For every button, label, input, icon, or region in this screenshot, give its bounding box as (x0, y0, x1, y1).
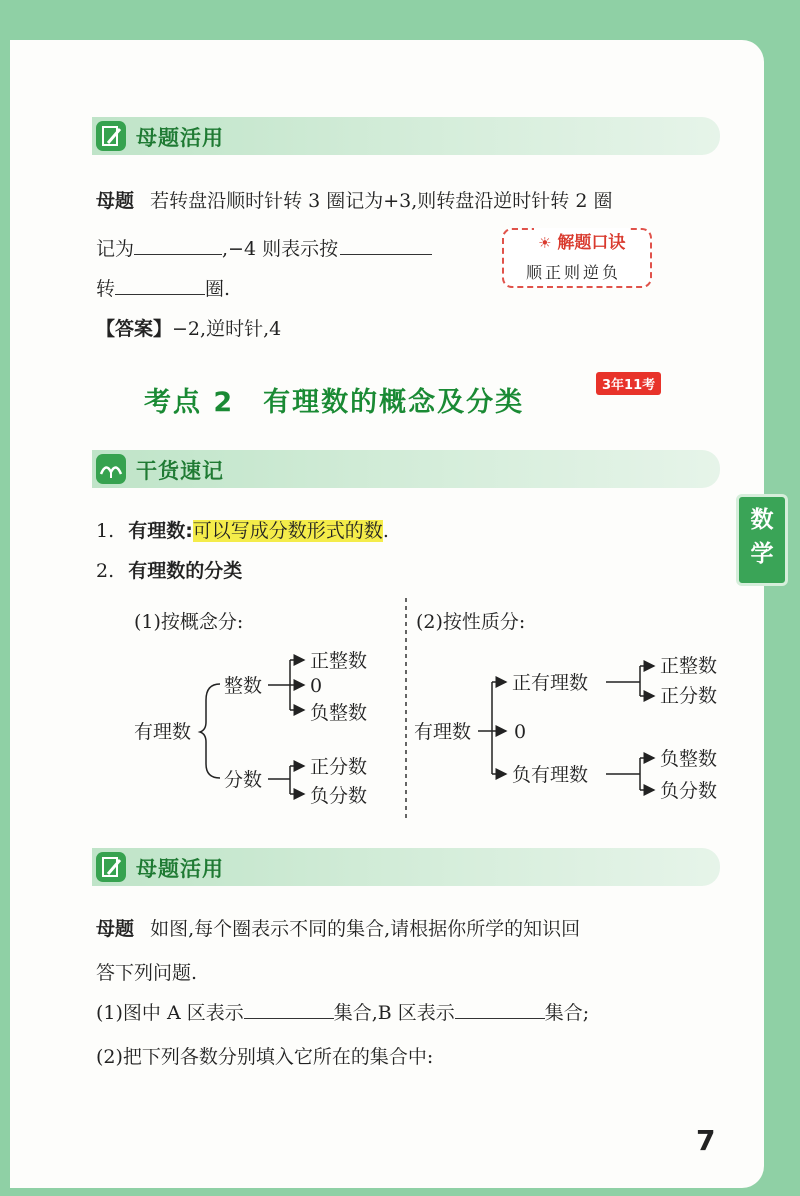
page-number: 7 (696, 1124, 716, 1157)
tip-text: 顺正则逆负 (526, 263, 622, 282)
diagram2-root: 有理数 (414, 721, 472, 743)
diagram1-title: (1)按概念分: (134, 611, 244, 633)
diagram1-neg-int: 负整数 (310, 702, 368, 724)
answer-blank[interactable] (244, 1002, 334, 1019)
exam-badge: 3年11考 (596, 372, 661, 395)
diagram1-neg-frac: 负分数 (310, 785, 368, 807)
diagram1-frac: 分数 (224, 769, 263, 791)
diagram1-zero: 0 (310, 675, 323, 697)
tip-title: ☀ 解题口诀 (534, 228, 629, 253)
diagram1-root: 有理数 (134, 721, 192, 743)
problem2-line-2: 答下列问题. (96, 962, 198, 984)
answer-label: 【答案】 (96, 318, 173, 340)
diagram2-zero: 0 (514, 721, 527, 743)
diagram1-int: 整数 (224, 675, 263, 697)
problem-label: 母题 (96, 190, 135, 212)
diagram1-brace (200, 684, 220, 778)
band-label: 母题活用 (136, 857, 224, 881)
subject-side-tab[interactable]: 数 学 (736, 494, 788, 586)
pencil-note-icon (96, 852, 126, 882)
diagram2-title: (2)按性质分: (416, 611, 526, 633)
diagram1-pos-int: 正整数 (310, 650, 368, 672)
problem-line-1: 母题 若转盘沿顺时针转 3 圈记为+3,则转盘沿逆时针转 2 圈 (96, 190, 613, 212)
problem-line-2: 记为 ,−4 则表示按 (96, 234, 432, 261)
diagram2-pos-frac: 正分数 (660, 685, 718, 707)
lightbulb-icon: ☀ (538, 234, 552, 252)
question-2: (2)把下列各数分别填入它所在的集合中: (96, 1046, 434, 1068)
diagram2-neg: 负有理数 (512, 764, 589, 786)
question-1: (1)图中 A 区表示 集合,B 区表示 集合; (96, 1002, 590, 1024)
problem-label: 母题 (96, 918, 135, 940)
diagram2-pos: 正有理数 (512, 672, 589, 694)
diagram1-pos-frac: 正分数 (310, 756, 368, 778)
diagram2-neg-int: 负整数 (660, 748, 718, 770)
note-item-1: 1. 有理数:可以写成分数形式的数. (96, 520, 389, 542)
answer-line: 【答案】−2,逆时针,4 (96, 318, 282, 340)
band-label: 母题活用 (136, 126, 224, 150)
band-label: 干货速记 (136, 459, 224, 483)
answer-blank[interactable] (455, 1002, 545, 1019)
problem2-line-1: 母题 如图,每个圈表示不同的集合,请根据你所学的知识回 (96, 918, 581, 940)
diagram2-neg-frac: 负分数 (660, 780, 718, 802)
section-band-practice-2 (92, 848, 720, 886)
highlighted-definition: 可以写成分数形式的数 (192, 520, 383, 542)
section-heading: 考点 2 有理数的概念及分类 (144, 387, 525, 418)
diagram2-pos-int: 正整数 (660, 655, 718, 677)
note-item-2: 2. 有理数的分类 (96, 560, 243, 582)
problem-line-3: 转 圈. (96, 278, 231, 300)
